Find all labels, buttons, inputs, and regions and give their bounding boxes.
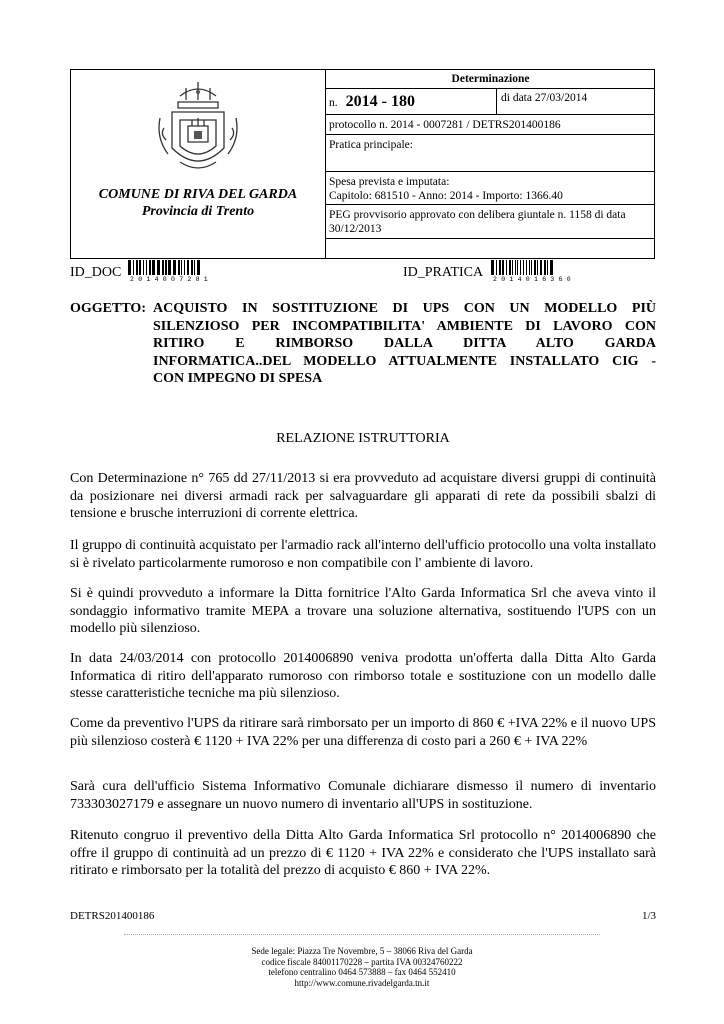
body-paragraph: Si è quindi provveduto a informare la Ditta fornitrice l'Alto Garda Informatica Srl che aveva vinto il sondaggio informativo tramite MEPA a trovare una soluzione alternativa, sostituendo l'UPS con un modello più silenzioso. xyxy=(70,586,656,637)
body-paragraph: Ritenuto congruo il preventivo della Ditta Alto Garda Informatica Srl protocollo n° 2014006890 che offre il gruppo di continuità ad un prezzo di € 1120 + IVA 22% e considerato che l'UPS installato sarà ritirato e rimborsato per la totalità del prezzo di acquisto € 860 + IVA 22%. xyxy=(70,828,656,879)
legal-line: telefono centralino 0464 573888 – fax 0464 552410 xyxy=(268,967,456,978)
legal-line: codice fiscale 84001170228 – partita IVA 00324760222 xyxy=(261,956,463,967)
body-paragraph: Il gruppo di continuità acquistato per l'armadio rack all'interno dell'ufficio protocollo una volta installato si è rivelato particolarmente rumoroso e non compatibile con l' ambiente di lavoro. xyxy=(70,538,656,571)
barcode-bar xyxy=(143,260,144,275)
id-doc-barcode xyxy=(128,260,238,275)
barcode-bar xyxy=(502,260,504,275)
id-doc-digits: 2014007281 xyxy=(130,276,213,283)
barcode-bar xyxy=(152,260,155,275)
oggetto-label: OGGETTO: xyxy=(70,301,146,316)
barcode-bar xyxy=(550,260,553,275)
body-paragraph: Sarà cura dell'ufficio Sistema Informativo Comunale dichiarare dismesso il numero di inventario 733303027179 e assegnare un nuovo numero di inventario all'UPS in sostituzione. xyxy=(70,779,656,812)
barcode-bar xyxy=(499,260,501,275)
id-pratica-barcode xyxy=(491,260,601,275)
body-paragraph: Con Determinazione n° 765 dd 27/11/2013 si era provveduto ad acquistare diversi gruppi di continuità da posizionare nei diversi armadi rack per salvaguardare gli apparati di rete da possibili sbalzi di tensione e brusche interruzioni di corrente elettrica. xyxy=(70,471,656,522)
peg-line-1: PEG provvisorio approvato con delibera giuntale n. 1158 di data xyxy=(329,209,626,221)
barcode-bar xyxy=(526,260,527,275)
oggetto-line: INFORMATICA..DEL MODELLO ATTUALMENTE INSTALLATO CIG - xyxy=(153,353,656,369)
barcode-bar xyxy=(128,260,131,275)
footer-divider xyxy=(124,934,600,935)
barcode-bar xyxy=(149,260,151,275)
barcode-bar xyxy=(146,260,147,275)
barcode-bar xyxy=(509,260,511,275)
footer-doc-code: DETRS201400186 xyxy=(70,910,155,922)
barcode-bar xyxy=(168,260,171,275)
determination-number: 2014 - 180 xyxy=(345,93,415,110)
legal-line: Sede legale: Piazza Tre Novembre, 5 – 38066 Riva del Garda xyxy=(251,946,473,956)
body-paragraph: In data 24/03/2014 con protocollo 2014006890 veniva prodotta un'offerta dalla Ditta Alto Garda Informatica di ritiro dell'apparato rumoroso con rimborso totale e sostituzione con un modello dalle stesse caratteristiche tecniche ma più silenzioso. xyxy=(70,651,656,702)
barcode-bar xyxy=(537,260,538,275)
barcode-bar xyxy=(165,260,167,275)
barcode-bar xyxy=(529,260,530,275)
barcode-bar xyxy=(547,260,548,275)
oggetto-text xyxy=(153,300,656,388)
legal-line: http://www.comune.rivadelgarda.tn.it xyxy=(294,977,430,988)
oggetto-line: ACQUISTO IN SOSTITUZIONE DI UPS CON UN MODELLO PIÙ xyxy=(153,301,656,316)
barcode-bar xyxy=(197,260,200,275)
coat-of-arms-icon xyxy=(150,78,246,178)
id-pratica-digits: 2014016360 xyxy=(493,276,576,283)
peg-row xyxy=(326,205,655,239)
barcode-bar xyxy=(194,260,195,275)
barcode-bar xyxy=(157,260,160,275)
barcode-bar xyxy=(531,260,532,275)
barcode-bar xyxy=(540,260,542,275)
oggetto-line: RITIRO E RIMBORSO DALLA DITTA ALTO GARDA xyxy=(153,336,656,351)
barcode-bar xyxy=(178,260,180,275)
determination-date: di data 27/03/2014 xyxy=(501,92,588,104)
barcode-bar xyxy=(517,260,518,275)
barcode-bar xyxy=(491,260,494,275)
barcode-bar xyxy=(520,260,521,275)
barcode-bar xyxy=(181,260,182,275)
empty-row xyxy=(326,239,655,259)
body-paragraph: Come da preventivo l'UPS da ritirare sarà rimborsato per un importo di 860 € +IVA 22% e il nuovo UPS più silenzioso costerà € 1120 + IVA 22% per una differenza di costo pari a 260 € + IVA 22% xyxy=(70,716,656,749)
spesa-line-2: Capitolo: 681510 - Anno: 2014 - Importo: 1366.40 xyxy=(329,190,563,202)
relazione-title: RELAZIONE ISTRUTTORIA xyxy=(276,431,450,446)
spesa-row xyxy=(326,172,655,205)
comune-name: COMUNE DI RIVA DEL GARDA xyxy=(98,187,298,202)
number-label: n. xyxy=(329,97,338,109)
barcode-bar xyxy=(544,260,546,275)
id-doc-label: ID_DOC xyxy=(70,265,122,280)
barcode-bar xyxy=(496,260,497,275)
barcode-bar xyxy=(512,260,513,275)
page-number: 1/3 xyxy=(641,910,656,922)
id-pratica-label: ID_PRATICA xyxy=(403,265,484,280)
barcode-bar xyxy=(139,260,141,275)
barcode-bar xyxy=(515,260,516,275)
comune-province: Provincia di Trento xyxy=(141,204,255,219)
peg-line-2: 30/12/2013 xyxy=(329,223,382,235)
barcode-bar xyxy=(173,260,176,275)
barcode-bar xyxy=(184,260,185,275)
barcode-bar xyxy=(133,260,134,275)
protocollo-row: protocollo n. 2014 - 0007281 / DETRS201400186 xyxy=(326,115,655,135)
pratica-row: Pratica principale: xyxy=(326,135,655,172)
oggetto-line: SILENZIOSO PER INCOMPATIBILITA' AMBIENTE DI LAVORO CON xyxy=(153,318,656,334)
barcode-bar xyxy=(534,260,536,275)
determinazione-title: Determinazione xyxy=(326,69,655,89)
spesa-line-1: Spesa prevista e imputata: xyxy=(329,176,450,188)
barcode-bar xyxy=(136,260,138,275)
oggetto-line: CON IMPEGNO DI SPESA xyxy=(153,371,323,386)
barcode-bar xyxy=(162,260,164,275)
barcode-bar xyxy=(506,260,507,275)
determination-number-cell xyxy=(326,89,497,115)
barcode-bar xyxy=(187,260,189,275)
barcode-bar xyxy=(191,260,193,275)
barcode-bar xyxy=(523,260,524,275)
legal-info xyxy=(124,946,600,988)
